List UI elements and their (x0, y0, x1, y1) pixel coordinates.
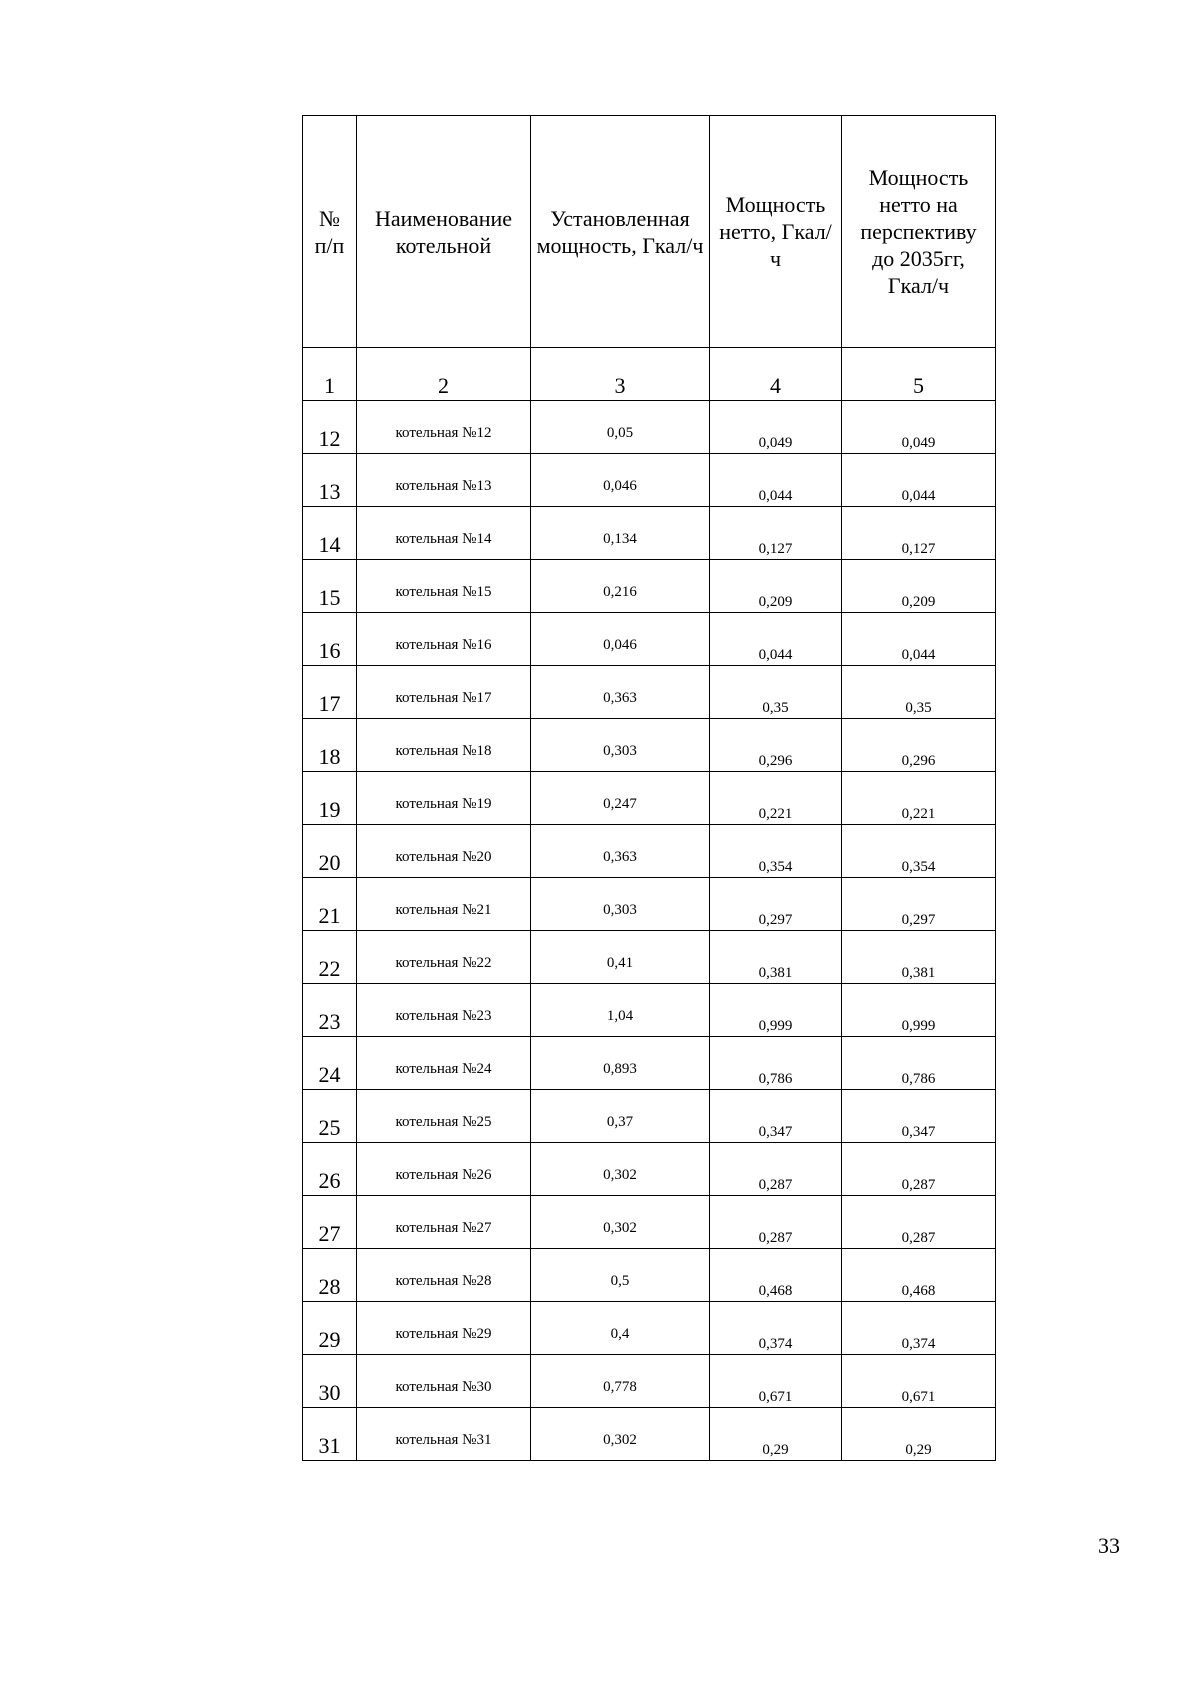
perspective-capacity-cell (842, 1302, 996, 1355)
installed-capacity-cell (531, 984, 710, 1037)
perspective-capacity-cell-text: 0,044 (901, 647, 936, 663)
row-number-cell-text: 22 (318, 956, 341, 981)
net-capacity-cell (710, 401, 842, 454)
row-number-cell-text: 17 (318, 691, 341, 716)
table-row (303, 560, 996, 613)
perspective-capacity-cell (842, 825, 996, 878)
perspective-capacity-cell (842, 560, 996, 613)
installed-capacity-cell (531, 878, 710, 931)
row-number-cell (303, 984, 357, 1037)
installed-capacity-cell-text: 0,303 (603, 902, 637, 918)
row-number-cell-text: 31 (318, 1433, 341, 1458)
perspective-capacity-cell (842, 984, 996, 1037)
net-capacity-cell (710, 454, 842, 507)
net-capacity-cell-text: 0,671 (758, 1389, 793, 1405)
installed-capacity-cell (531, 931, 710, 984)
perspective-capacity-cell-text: 0,374 (901, 1336, 936, 1352)
boiler-name-cell (357, 454, 531, 507)
installed-capacity-cell (531, 825, 710, 878)
row-number-cell (303, 560, 357, 613)
perspective-capacity-cell (842, 719, 996, 772)
perspective-capacity-cell-text: 0,381 (901, 965, 936, 981)
row-number-cell-text: 13 (318, 479, 341, 504)
row-number-cell (303, 1037, 357, 1090)
column-number: 4 (710, 348, 842, 401)
net-capacity-cell (710, 613, 842, 666)
installed-capacity-cell-text: 0,4 (610, 1326, 630, 1342)
table-row (303, 719, 996, 772)
boiler-name-cell (357, 613, 531, 666)
table-row (303, 825, 996, 878)
perspective-capacity-cell-text: 0,287 (901, 1230, 936, 1246)
net-capacity-cell (710, 1355, 842, 1408)
installed-capacity-cell-text: 0,5 (610, 1273, 630, 1289)
boiler-name-cell-text: котельная №20 (395, 849, 492, 865)
row-number-cell (303, 1196, 357, 1249)
page-number: 33 (1098, 1533, 1120, 1558)
row-number-cell (303, 507, 357, 560)
row-number-cell (303, 1249, 357, 1302)
perspective-capacity-cell-text: 0,347 (901, 1124, 936, 1140)
net-capacity-cell-text: 0,209 (758, 594, 793, 610)
net-capacity-cell (710, 666, 842, 719)
installed-capacity-cell-text: 0,363 (603, 690, 637, 706)
net-capacity-cell-text: 0,354 (758, 859, 793, 875)
installed-capacity-cell-text: 0,302 (603, 1220, 637, 1236)
installed-capacity-cell (531, 507, 710, 560)
boiler-name-cell (357, 984, 531, 1037)
boiler-name-cell (357, 1090, 531, 1143)
installed-capacity-cell (531, 1143, 710, 1196)
row-number-cell-text: 30 (318, 1380, 341, 1405)
row-number-cell-text: 18 (318, 744, 341, 769)
table-row (303, 1196, 996, 1249)
installed-capacity-cell (531, 1355, 710, 1408)
installed-capacity-cell (531, 1302, 710, 1355)
boiler-name-cell (357, 1355, 531, 1408)
boiler-name-cell (357, 666, 531, 719)
installed-capacity-cell (531, 1196, 710, 1249)
installed-capacity-cell (531, 560, 710, 613)
perspective-capacity-cell (842, 1037, 996, 1090)
header-perspective-capacity-text: Мощность нетто на перспективу до 2035гг, Гкал/ч (860, 165, 977, 298)
boiler-name-cell-text: котельная №21 (395, 902, 492, 918)
table-row (303, 1355, 996, 1408)
net-capacity-cell-text: 0,468 (758, 1283, 793, 1299)
boiler-name-cell (357, 931, 531, 984)
perspective-capacity-cell (842, 878, 996, 931)
boiler-name-cell (357, 560, 531, 613)
row-number-cell-text: 21 (318, 903, 341, 928)
row-number-cell (303, 1408, 357, 1461)
perspective-capacity-cell-text: 0,468 (901, 1283, 936, 1299)
net-capacity-cell (710, 1090, 842, 1143)
installed-capacity-cell-text: 0,37 (606, 1114, 634, 1130)
installed-capacity-cell (531, 401, 710, 454)
perspective-capacity-cell (842, 1408, 996, 1461)
net-capacity-cell-text: 0,044 (758, 647, 793, 663)
boiler-name-cell (357, 772, 531, 825)
boiler-name-cell (357, 1196, 531, 1249)
perspective-capacity-cell-text: 0,049 (901, 435, 936, 451)
installed-capacity-cell-text: 0,134 (603, 531, 637, 547)
table-row (303, 931, 996, 984)
boiler-name-cell-text: котельная №22 (395, 955, 492, 971)
row-number-cell (303, 1143, 357, 1196)
header-perspective-capacity (842, 116, 996, 348)
net-capacity-cell (710, 1196, 842, 1249)
installed-capacity-cell-text: 0,893 (603, 1061, 637, 1077)
net-capacity-cell-text: 0,35 (762, 700, 789, 716)
boiler-name-cell-text: котельная №31 (395, 1432, 492, 1448)
net-capacity-cell (710, 1037, 842, 1090)
row-number-cell-text: 25 (318, 1115, 341, 1140)
table-body (303, 401, 996, 1461)
row-number-cell-text: 23 (318, 1009, 341, 1034)
perspective-capacity-cell-text: 0,296 (901, 753, 936, 769)
perspective-capacity-cell (842, 401, 996, 454)
table-row (303, 1302, 996, 1355)
table-row (303, 878, 996, 931)
installed-capacity-cell-text: 0,303 (603, 743, 637, 759)
net-capacity-cell (710, 931, 842, 984)
header-installed-capacity (531, 116, 710, 348)
boiler-name-cell-text: котельная №15 (395, 584, 492, 600)
perspective-capacity-cell-text: 0,999 (901, 1018, 936, 1034)
installed-capacity-cell-text: 0,046 (603, 478, 637, 494)
net-capacity-cell-text: 0,221 (758, 806, 793, 822)
net-capacity-cell (710, 560, 842, 613)
installed-capacity-cell (531, 1037, 710, 1090)
perspective-capacity-cell-text: 0,29 (905, 1442, 932, 1458)
perspective-capacity-cell (842, 1249, 996, 1302)
installed-capacity-cell-text: 0,247 (603, 796, 637, 812)
net-capacity-cell-text: 0,347 (758, 1124, 793, 1140)
boiler-name-cell-text: котельная №17 (395, 690, 492, 706)
net-capacity-cell-text: 0,296 (758, 753, 793, 769)
perspective-capacity-cell-text: 0,297 (901, 912, 936, 928)
boiler-name-cell-text: котельная №30 (395, 1379, 492, 1395)
perspective-capacity-cell (842, 454, 996, 507)
table-row (303, 1249, 996, 1302)
row-number-cell (303, 454, 357, 507)
boiler-name-cell-text: котельная №23 (395, 1008, 492, 1024)
perspective-capacity-cell (842, 1143, 996, 1196)
net-capacity-cell-text: 0,287 (758, 1177, 793, 1193)
boiler-name-cell-text: котельная №29 (395, 1326, 492, 1342)
row-number-cell-text: 14 (318, 532, 341, 557)
installed-capacity-cell-text: 0,363 (603, 849, 637, 865)
row-number-cell (303, 401, 357, 454)
net-capacity-cell (710, 984, 842, 1037)
installed-capacity-cell-text: 0,302 (603, 1432, 637, 1448)
row-number-cell-text: 24 (318, 1062, 341, 1087)
row-number-cell-text: 26 (318, 1168, 341, 1193)
perspective-capacity-cell (842, 1355, 996, 1408)
table-row (303, 984, 996, 1037)
column-number-row (303, 348, 996, 401)
boiler-name-cell (357, 1249, 531, 1302)
net-capacity-cell-text: 0,287 (758, 1230, 793, 1246)
row-number-cell-text: 28 (318, 1274, 341, 1299)
boiler-name-cell-text: котельная №16 (395, 637, 492, 653)
installed-capacity-cell (531, 454, 710, 507)
perspective-capacity-cell (842, 931, 996, 984)
row-number-cell (303, 825, 357, 878)
boiler-name-cell-text: котельная №26 (395, 1167, 492, 1183)
installed-capacity-cell (531, 613, 710, 666)
table-row (303, 772, 996, 825)
net-capacity-cell-text: 0,044 (758, 488, 793, 504)
table-row (303, 401, 996, 454)
row-number-cell-text: 19 (318, 797, 341, 822)
header-net-capacity-text: Мощность нетто, Гкал/ч (719, 192, 832, 271)
perspective-capacity-cell-text: 0,354 (901, 859, 936, 875)
row-number-cell-text: 12 (318, 426, 341, 451)
table-row (303, 1090, 996, 1143)
perspective-capacity-cell-text: 0,786 (901, 1071, 936, 1087)
header-boiler-name (357, 116, 531, 348)
boiler-name-cell-text: котельная №25 (395, 1114, 492, 1130)
row-number-cell-text: 15 (318, 585, 341, 610)
net-capacity-cell-text: 0,999 (758, 1018, 793, 1034)
row-number-cell (303, 666, 357, 719)
boiler-name-cell (357, 1408, 531, 1461)
net-capacity-cell-text: 0,786 (758, 1071, 793, 1087)
boiler-capacity-table (302, 115, 996, 1461)
installed-capacity-cell-text: 1,04 (606, 1008, 634, 1024)
row-number-cell (303, 613, 357, 666)
column-number: 3 (531, 348, 710, 401)
column-number: 2 (357, 348, 531, 401)
installed-capacity-cell-text: 0,302 (603, 1167, 637, 1183)
perspective-capacity-cell (842, 507, 996, 560)
row-number-cell (303, 719, 357, 772)
net-capacity-cell-text: 0,381 (758, 965, 793, 981)
perspective-capacity-cell (842, 772, 996, 825)
row-number-cell (303, 772, 357, 825)
boiler-name-cell-text: котельная №27 (395, 1220, 492, 1236)
perspective-capacity-cell-text: 0,209 (901, 594, 936, 610)
row-number-cell (303, 878, 357, 931)
net-capacity-cell (710, 825, 842, 878)
boiler-name-cell-text: котельная №13 (395, 478, 492, 494)
row-number-cell (303, 1090, 357, 1143)
row-number-cell-text: 27 (318, 1221, 341, 1246)
header-number (303, 116, 357, 348)
net-capacity-cell (710, 719, 842, 772)
installed-capacity-cell-text: 0,05 (606, 425, 634, 441)
perspective-capacity-cell-text: 0,35 (905, 700, 932, 716)
net-capacity-cell (710, 878, 842, 931)
boiler-name-cell (357, 825, 531, 878)
installed-capacity-cell-text: 0,778 (603, 1379, 637, 1395)
row-number-cell-text: 16 (318, 638, 341, 663)
header-installed-capacity-text: Установленная мощность, Гкал/ч (536, 205, 704, 258)
perspective-capacity-cell-text: 0,127 (901, 541, 936, 557)
boiler-name-cell (357, 1302, 531, 1355)
net-capacity-cell (710, 772, 842, 825)
net-capacity-cell (710, 1408, 842, 1461)
boiler-name-cell (357, 719, 531, 772)
boiler-name-cell (357, 1037, 531, 1090)
net-capacity-cell (710, 507, 842, 560)
table-row (303, 666, 996, 719)
installed-capacity-cell-text: 0,216 (603, 584, 637, 600)
installed-capacity-cell (531, 772, 710, 825)
perspective-capacity-cell (842, 1090, 996, 1143)
installed-capacity-cell (531, 1090, 710, 1143)
row-number-cell (303, 1302, 357, 1355)
boiler-name-cell (357, 401, 531, 454)
table-row (303, 454, 996, 507)
installed-capacity-cell (531, 1249, 710, 1302)
perspective-capacity-cell (842, 613, 996, 666)
row-number-cell (303, 931, 357, 984)
net-capacity-cell (710, 1302, 842, 1355)
header-boiler-name-text: Наименование котельной (374, 205, 513, 258)
boiler-name-cell-text: котельная №28 (395, 1273, 492, 1289)
boiler-name-cell (357, 1143, 531, 1196)
installed-capacity-cell-text: 0,046 (603, 637, 637, 653)
net-capacity-cell (710, 1249, 842, 1302)
boiler-name-cell-text: котельная №14 (395, 531, 492, 547)
header-number-text: № п/п (314, 205, 345, 258)
boiler-name-cell-text: котельная №18 (395, 743, 492, 759)
header-net-capacity (710, 116, 842, 348)
table-row (303, 613, 996, 666)
table-row (303, 1408, 996, 1461)
table-row (303, 507, 996, 560)
row-number-cell-text: 20 (318, 850, 341, 875)
boiler-name-cell-text: котельная №24 (395, 1061, 492, 1077)
net-capacity-cell-text: 0,297 (758, 912, 793, 928)
boiler-name-cell (357, 507, 531, 560)
table-row (303, 1143, 996, 1196)
perspective-capacity-cell (842, 1196, 996, 1249)
installed-capacity-cell (531, 719, 710, 772)
net-capacity-cell-text: 0,049 (758, 435, 793, 451)
column-number: 1 (303, 348, 357, 401)
row-number-cell-text: 29 (318, 1327, 341, 1352)
installed-capacity-cell (531, 666, 710, 719)
table-row (303, 1037, 996, 1090)
perspective-capacity-cell-text: 0,221 (901, 806, 936, 822)
perspective-capacity-cell-text: 0,044 (901, 488, 936, 504)
boiler-name-cell (357, 878, 531, 931)
perspective-capacity-cell-text: 0,671 (901, 1389, 936, 1405)
boiler-name-cell-text: котельная №12 (395, 425, 492, 441)
net-capacity-cell-text: 0,374 (758, 1336, 793, 1352)
perspective-capacity-cell (842, 666, 996, 719)
perspective-capacity-cell-text: 0,287 (901, 1177, 936, 1193)
boiler-name-cell-text: котельная №19 (395, 796, 492, 812)
table-header-row (303, 116, 996, 348)
net-capacity-cell-text: 0,127 (758, 541, 793, 557)
net-capacity-cell-text: 0,29 (762, 1442, 789, 1458)
net-capacity-cell (710, 1143, 842, 1196)
row-number-cell (303, 1355, 357, 1408)
installed-capacity-cell-text: 0,41 (606, 955, 634, 971)
column-number: 5 (842, 348, 996, 401)
installed-capacity-cell (531, 1408, 710, 1461)
